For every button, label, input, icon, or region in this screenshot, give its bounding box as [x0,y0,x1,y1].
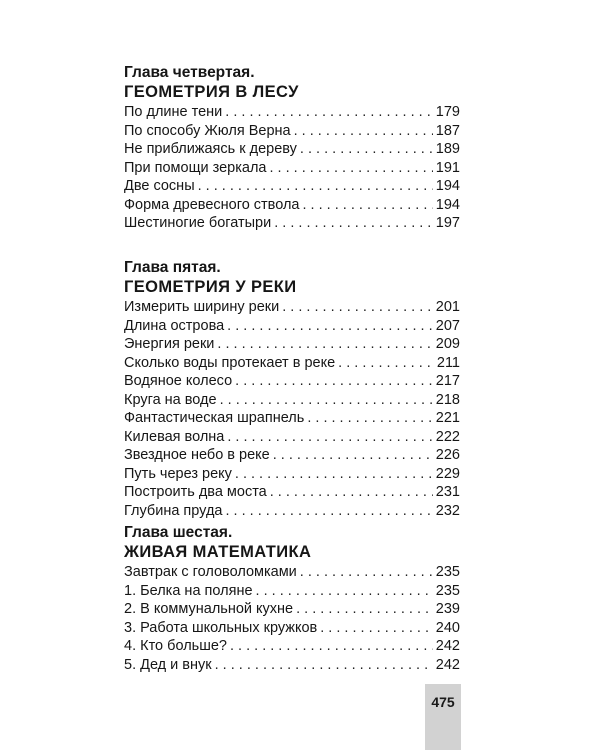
toc-entry-label: Водяное колесо [124,373,233,389]
toc-entry-page: 231 [435,484,460,500]
toc-entry-label: По способу Жюля Верна [124,122,291,139]
toc-entry-page: 194 [435,178,460,194]
chapter-title: ГЕОМЕТРИЯ В ЛЕСУ [124,83,299,101]
toc-entry-label: 4. Кто больше? [124,638,227,654]
toc-entry [124,354,460,373]
toc-entry-label: Фантастическая шрапнель [124,410,305,426]
toc-entry [124,140,460,159]
toc-entry-page: 232 [435,502,460,519]
dot-leader [217,335,432,354]
toc-entry-label: Энергия реки [124,336,215,352]
toc-entry [124,298,460,317]
chapter-4 [124,64,460,233]
toc-entry-label: По длине тени [124,104,223,120]
toc-entry-page: 242 [435,656,460,673]
toc-entry [124,619,460,638]
toc-entry-page: 194 [435,196,460,213]
toc-entry [124,563,460,582]
toc-entry-label: 2. В коммунальной кухне [124,601,294,617]
dot-leader [227,317,433,336]
dot-leader [270,483,433,502]
dot-leader [320,619,433,638]
toc-entry [124,177,460,196]
dot-leader [307,409,432,428]
toc-entry [124,582,460,601]
toc-entry-page: 197 [435,215,460,231]
dot-leader [274,214,433,233]
toc-entry-label: 5. Дед и внук [124,656,212,673]
dot-leader [198,177,433,196]
toc-entry-page: 211 [436,354,460,371]
toc-entry [124,446,460,465]
toc-entry-label: Длина острова [124,317,225,334]
toc-list [124,103,460,233]
chapter-number: Глава пятая. [124,259,221,276]
dot-leader [270,159,433,178]
dot-leader [235,372,433,391]
toc-entry-label: 3. Работа школьных кружков [124,619,318,636]
chapter-6 [124,524,460,674]
toc-entry-label: Звездное небо в реке [124,447,270,463]
toc-entry [124,103,460,122]
toc-entry-page: 201 [435,299,460,315]
toc-entry-label: Завтрак с головоломками [124,564,297,580]
toc-entry [124,122,460,141]
toc-entry-page: 239 [435,601,460,617]
dot-leader [296,600,433,619]
toc-entry [124,656,460,675]
toc-list [124,298,460,520]
toc-entry-label: Построить два моста [124,484,267,500]
toc-entry [124,428,460,447]
toc-entry-label: Измерить ширину реки [124,299,280,315]
toc-entry [124,196,460,215]
toc-entry-page: 179 [435,104,460,120]
toc-entry [124,600,460,619]
dot-leader [220,391,433,410]
dot-leader [338,354,434,373]
chapter-title: ГЕОМЕТРИЯ У РЕКИ [124,278,297,296]
toc-entry-label: При помощи зеркала [124,159,267,176]
chapter-number: Глава четвертая. [124,64,255,81]
dot-leader [215,656,433,675]
toc-entry-page: 207 [435,317,460,334]
toc-entry-label: Форма древесного ствола [124,196,300,213]
toc-entry-page: 222 [435,428,460,445]
toc-entry-label: Круга на воде [124,391,217,408]
toc-entry [124,159,460,178]
dot-leader [273,446,433,465]
dot-leader [300,563,433,582]
dot-leader [303,196,433,215]
toc-entry [124,409,460,428]
toc-entry-page: 226 [435,447,460,463]
toc-entry-page: 187 [435,122,460,139]
dot-leader [225,103,433,122]
dot-leader [225,502,432,521]
dot-leader [230,637,433,656]
chapter-number: Глава шестая. [124,524,233,541]
toc-entry-page: 235 [435,582,460,599]
toc-entry-label: Две сосны [124,178,195,194]
toc-entry [124,214,460,233]
dot-leader [300,140,433,159]
dot-leader [256,582,433,601]
toc-entry [124,372,460,391]
toc-entry-page: 218 [435,391,460,408]
toc-list [124,563,460,674]
toc-entry-page: 209 [435,336,460,352]
toc-entry-page: 229 [435,465,460,482]
toc-entry-label: Путь через реку [124,465,232,482]
page-number: 475 [431,694,455,710]
toc-entry [124,335,460,354]
toc-entry-page: 191 [435,159,460,176]
toc-entry-page: 189 [435,141,460,157]
toc-entry [124,483,460,502]
dot-leader [294,122,433,141]
dot-leader [235,465,433,484]
toc-entry-label: Не приближаясь к дереву [124,141,297,157]
dot-leader [282,298,433,317]
toc-entry [124,465,460,484]
chapter-title: ЖИВАЯ МАТЕМАТИКА [124,543,312,561]
toc-entry-page: 221 [435,410,460,426]
toc-entry-label: Глубина пруда [124,502,223,519]
page-number-tab [425,684,461,750]
toc-entry-label: Сколько воды протекает в реке [124,354,336,371]
dot-leader [227,428,432,447]
toc-entry-page: 242 [435,638,460,654]
toc-entry-label: Килевая волна [124,428,225,445]
toc-entry [124,502,460,521]
toc-entry [124,317,460,336]
toc-entry-page: 240 [435,619,460,636]
chapter-5 [124,259,460,520]
toc-entry-label: Шестиногие богатыри [124,215,272,231]
toc-entry-label: 1. Белка на поляне [124,582,253,599]
toc-entry [124,637,460,656]
toc-entry-page: 217 [435,373,460,389]
toc-entry [124,391,460,410]
toc-entry-page: 235 [435,564,460,580]
